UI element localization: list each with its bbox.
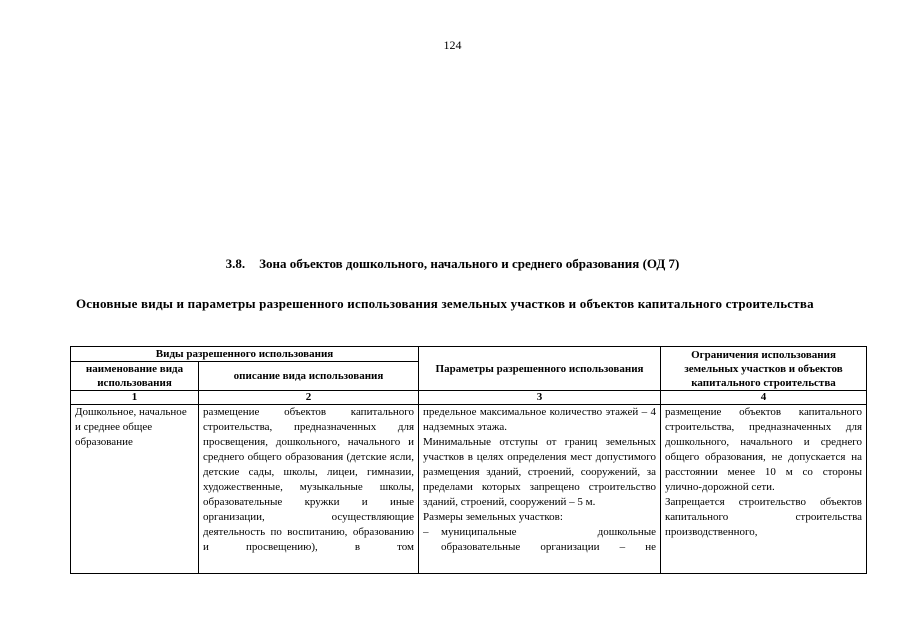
restriction-1: размещение объектов капитального строительства, предназначенных для дошкольного, начального и среднего общего образования, не допускается на расстоянии менее 10 м со стороны улично-дорожной сети.: [665, 406, 863, 493]
page-number: 124: [443, 38, 462, 52]
use-name: Дошкольное, начальное и среднее общее образование: [75, 406, 187, 448]
header-group: Виды разрешенного использования: [71, 347, 419, 362]
regulations-table: [70, 346, 867, 574]
restriction-2: Запрещается строительство объектов капитального строительства производственного,: [665, 496, 863, 538]
col-number-4: 4: [661, 391, 867, 405]
col-number-2: 2: [199, 391, 419, 405]
subtitle: Основные виды и параметры разрешенного использования земельных участков и объектов капитального строительства: [76, 296, 814, 311]
cell-params: [419, 405, 661, 574]
section-title: [0, 256, 905, 272]
header-col3: Параметры разрешенного использования: [419, 347, 661, 391]
section-number: 3.8.: [225, 256, 246, 271]
param-plot-item: муниципальные дошкольные образовательные организации – не: [441, 526, 657, 553]
cell-name: [71, 405, 199, 574]
cell-restrictions: [661, 405, 867, 574]
col-number-1: 1: [71, 391, 199, 405]
header-col2: описание вида использования: [199, 362, 419, 391]
col-number-3: 3: [419, 391, 661, 405]
column-number-row: [71, 391, 867, 405]
header-col4: Ограничения использования земельных участков и объектов капитального строительства: [661, 347, 867, 391]
list-item: [423, 525, 656, 555]
header-col1: наименование вида использования: [71, 362, 199, 391]
param-plot-sizes-label: Размеры земельных участков:: [423, 511, 563, 523]
section-title-text: Зона объектов дошкольного, начального и среднего образования (ОД 7): [259, 256, 680, 271]
param-floors: предельное максимальное количество этажей – 4 надземных этажа.: [423, 406, 657, 433]
table-header-row: [71, 347, 867, 362]
cell-description: [199, 405, 419, 574]
table-row: [71, 405, 867, 574]
use-description: размещение объектов капитального строительства, предназначенных для просвещения, дошкольного, начального и среднего общего образования (детские ясли, детские сады, школы, лицеи, гимназии, художественные, музыкальные школы, образовательные кружки и иные организации, осуществляющие деятельность по воспитанию, образованию и просвещению), в том: [203, 406, 415, 553]
list-dash: –: [423, 526, 429, 538]
param-setbacks: Минимальные отступы от границ земельных участков в целях определения мест допустимого размещения зданий, строений, сооружений, за пределами которых запрещено строительство зданий, строений, сооружений – 5 м.: [423, 436, 657, 508]
